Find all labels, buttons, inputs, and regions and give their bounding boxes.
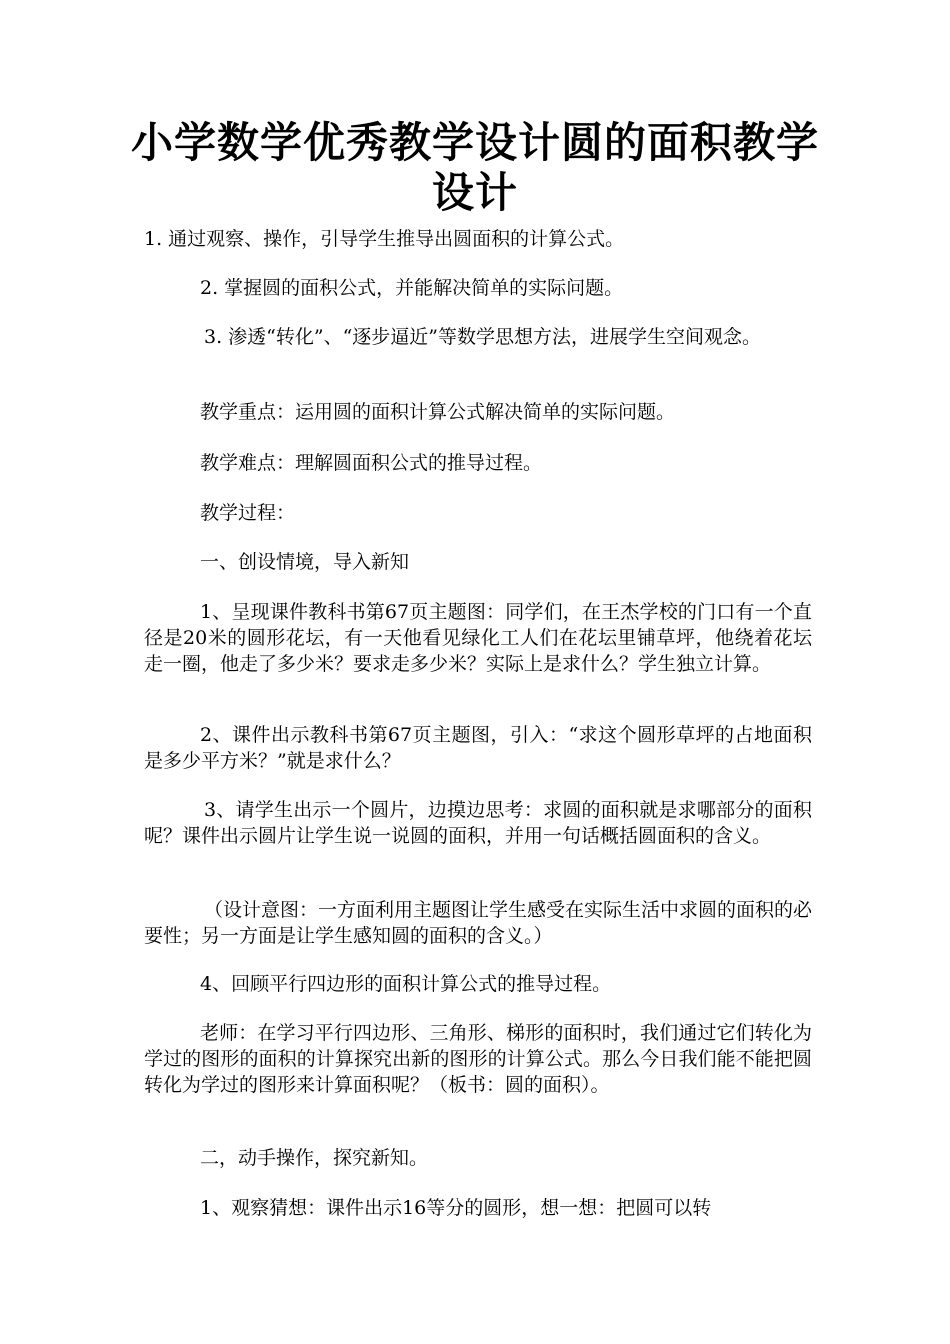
teacher-remark: 老师：在学习平行四边形、三角形、梯形的面积时，我们通过它们转化为学过的图形的面积的计算探究出新的图形的计算公式。那么今日我们能不能把圆转化为学过的图形来计算面积呢？（板书：圆的面积）。: [144, 1022, 812, 1096]
document-title: 小学数学优秀教学设计圆的面积教学设计: [130, 118, 819, 217]
teaching-key-point: 教学重点：运用圆的面积计算公式解决简单的实际问题。: [200, 401, 676, 423]
design-intent-note: （设计意图：一方面利用主题图让学生感受在实际生活中求圆的面积的必要性；另一方面是让学生感知圆的面积的含义。）: [144, 899, 813, 947]
section-2-heading: 二，动手操作，探究新知。: [200, 1147, 429, 1169]
paragraph-observe-guess: 1、观察猜想：课件出示16等分的圆形，想一想：把圆可以转: [200, 1197, 712, 1219]
section-1-heading: 一、创设情境，导入新知: [200, 551, 410, 573]
objective-2: 2. 掌握圆的面积公式，并能解决简单的实际问题。: [200, 277, 624, 299]
objective-3: 3. 渗透“转化”、“逐步逼近”等数学思想方法，进展学生空间观念。: [204, 326, 762, 348]
paragraph-step-3: 3、请学生出示一个圆片，边摸边思考：求圆的面积就是求哪部分的面积呢？课件出示圆片让学生说一说圆的面积，并用一句话概括圆面积的含义。: [144, 799, 812, 847]
paragraph-step-1: 1、呈现课件教科书第67页主题图：同学们，在王杰学校的门口有一个直径是20米的圆形花坛，有一天他看见绿化工人们在花坛里铺草坪，他绕着花坛走一圈，他走了多少米？要求走多少米？实际上是求什么？学生独立计算。: [144, 601, 812, 675]
teaching-difficulty: 教学难点：理解圆面积公式的推导过程。: [200, 452, 543, 474]
teaching-process-heading: 教学过程：: [200, 502, 296, 524]
objective-1: 1. 通过观察、操作，引导学生推导出圆面积的计算公式。: [144, 228, 625, 250]
paragraph-step-2: 2、课件出示教科书第67页主题图，引入：“求这个圆形草坪的占地面积是多少平方米？”就是求什么？: [144, 724, 812, 772]
paragraph-step-4: 4、回顾平行四边形的面积计算公式的推导过程。: [200, 973, 612, 995]
